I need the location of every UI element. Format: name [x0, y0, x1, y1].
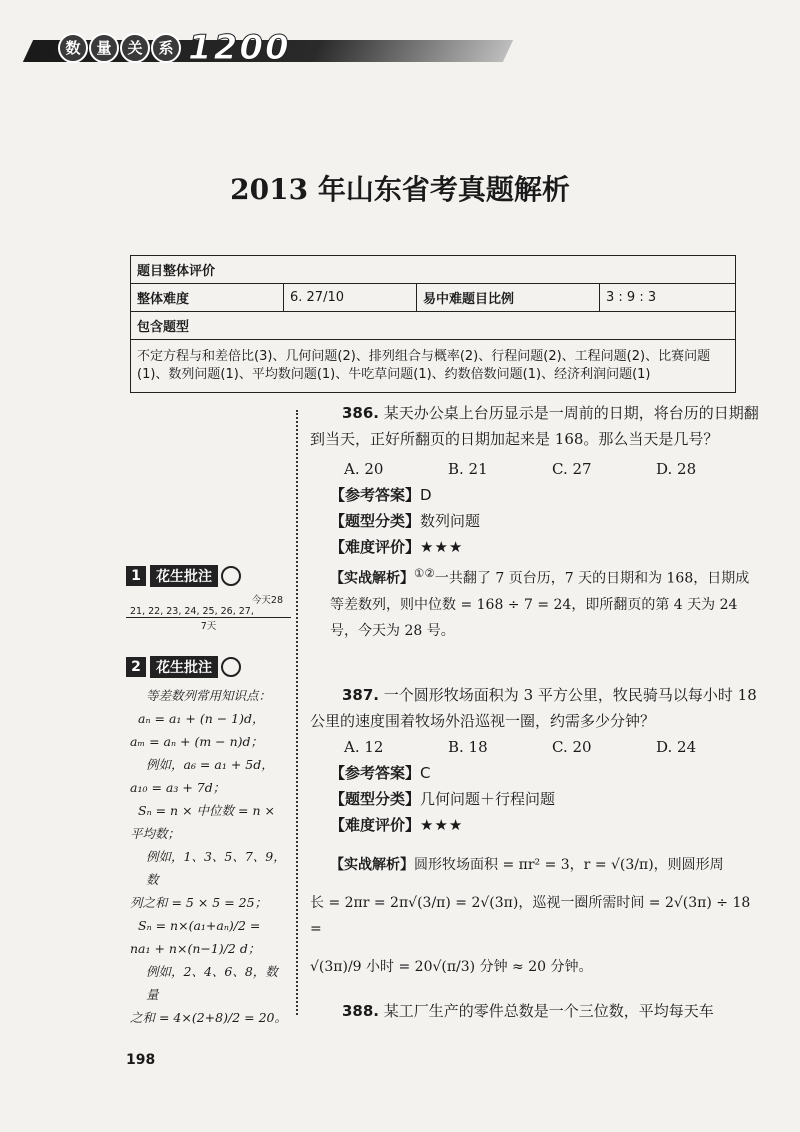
- note-line: Sₙ = n×(a₁+aₙ)/2 =: [138, 918, 261, 933]
- question-388: [310, 998, 760, 1024]
- answer-value: C: [420, 764, 431, 782]
- difficulty-value: 6. 27/10: [284, 284, 417, 312]
- note-line: a₁₀ = a₃ + 7d；: [130, 780, 226, 795]
- type-value: 数列问题: [420, 512, 481, 530]
- answer-value: D: [420, 486, 432, 504]
- note-line: 等差数列常用知识点：: [146, 688, 272, 703]
- analysis-text: 一共翻了 7 页台历，7 天的日期和为 168，日期成等差数列，则中位数 = 168 ÷ 7 = 24，即所翻页的第 4 天为 24 号，今天为 28 号。: [330, 570, 750, 639]
- question-386: [310, 400, 760, 644]
- ratio-value: 3 : 9 : 3: [600, 284, 736, 312]
- logo-char: 数: [58, 33, 88, 63]
- option-d: D. 24: [656, 738, 697, 756]
- note-label: 花生批注: [150, 565, 218, 587]
- type-label: 【题型分类】: [330, 790, 421, 808]
- question-number: 386.: [342, 404, 380, 422]
- analysis-text: 圆形牧场面积 = πr² = 3，r = √(3/π)，则圆形周: [414, 857, 724, 873]
- eval-header: 题目整体评价: [131, 256, 736, 284]
- note-number: 1: [126, 566, 146, 586]
- type-label: 【题型分类】: [330, 512, 421, 530]
- logo-number: 1200: [188, 28, 291, 68]
- analysis-label: 【实战解析】: [330, 570, 414, 587]
- note-line: 例如，a₆ = a₁ + 5d，: [146, 757, 274, 772]
- analysis-text: √(3π)/9 小时 = 20√(π/3) 分钟 ≈ 20 分钟。: [310, 959, 593, 975]
- option-c: C. 27: [552, 460, 592, 478]
- side-note-2: [126, 656, 241, 678]
- note-line: 例如，2、4、6、8，数量: [146, 964, 278, 1002]
- page-number: 198: [126, 1052, 156, 1068]
- option-a: A. 12: [344, 738, 384, 756]
- note-line: Sₙ = n × 中位数 = n ×: [138, 803, 275, 818]
- question-stem: 某天办公桌上台历显示是一周前的日期，将台历的日期翻到当天，正好所翻页的日期加起来是 168。那么当天是几号？: [310, 404, 759, 448]
- question-number: 387.: [342, 686, 380, 704]
- note-number: 2: [126, 657, 146, 677]
- today-label: 今天28: [251, 595, 283, 606]
- book-logo: [58, 28, 291, 68]
- question-stem: 一个圆形牧场面积为 3 平方公里，牧民骑马以每小时 18 公里的速度围着牧场外沿巡视一圈，约需多少分钟？: [310, 686, 757, 730]
- ratio-label: 易中难题目比例: [417, 284, 600, 312]
- logo-char: 系: [151, 33, 181, 63]
- analysis-label: 【实战解析】: [330, 857, 414, 873]
- types-value: 不定方程与和差倍比(3)、几何问题(2)、排列组合与概率(2)、行程问题(2)、工程问题(2)、比赛问题(1)、数列问题(1)、平均数问题(1)、牛吃草问题(1)、约数倍数问题(1)、经济利润问题(1): [131, 340, 736, 393]
- side-note-1: [126, 565, 241, 587]
- note-line: 列之和 = 5 × 5 = 25；: [130, 895, 268, 910]
- column-divider: [296, 410, 298, 1015]
- page-title: 2013 年山东省考真题解析: [230, 173, 570, 206]
- note-line: 平均数；: [130, 826, 181, 841]
- options: [310, 734, 760, 760]
- answer-label: 【参考答案】: [330, 486, 421, 504]
- logo-char: 关: [120, 33, 150, 63]
- note-line: 例如，1、3、5、7、9，数: [146, 849, 286, 887]
- question-387: [310, 682, 760, 980]
- question-stem: 某工厂生产的零件总数是一个三位数，平均每天车: [383, 1002, 714, 1020]
- header-banner: [28, 28, 528, 68]
- option-d: D. 28: [656, 460, 697, 478]
- types-label: 包含题型: [131, 312, 736, 340]
- difficulty-stars: ★★★: [420, 538, 464, 556]
- note-label: 花生批注: [150, 656, 218, 678]
- note-2-text: [130, 684, 290, 1029]
- note-line: aₙ = a₁ + (n − 1)d，: [138, 711, 265, 726]
- logo-char: 量: [89, 33, 119, 63]
- analysis-text: 长 = 2πr = 2π√(3/π) = 2√(3π)，巡视一圈所需时间 = 2√(3π) ÷ 18 =: [310, 895, 751, 937]
- days-label: 7天: [200, 621, 217, 632]
- difficulty-label: 【难度评价】: [330, 816, 421, 834]
- option-b: B. 21: [448, 460, 488, 478]
- peanut-icon: [221, 566, 241, 586]
- option-b: B. 18: [448, 738, 488, 756]
- question-number: 388.: [342, 1002, 380, 1020]
- date-numbers: 21, 22, 23, 24, 25, 26, 27,: [126, 606, 291, 618]
- note-line: na₁ + n×(n−1)/2 d；: [130, 941, 261, 956]
- note-line: 之和 = 4×(2+8)/2 = 20。: [130, 1010, 287, 1025]
- option-a: A. 20: [344, 460, 384, 478]
- evaluation-table: [130, 255, 736, 393]
- note-line: aₘ = aₙ + (m − n)d；: [130, 734, 264, 749]
- option-c: C. 20: [552, 738, 592, 756]
- difficulty-label: 整体难度: [131, 284, 284, 312]
- difficulty-stars: ★★★: [420, 816, 464, 834]
- peanut-icon: [221, 657, 241, 677]
- date-diagram: [126, 592, 291, 632]
- difficulty-label: 【难度评价】: [330, 538, 421, 556]
- answer-label: 【参考答案】: [330, 764, 421, 782]
- type-value: 几何问题＋行程问题: [420, 790, 556, 808]
- annotation-mark: ①②: [414, 566, 435, 580]
- options: [310, 456, 760, 482]
